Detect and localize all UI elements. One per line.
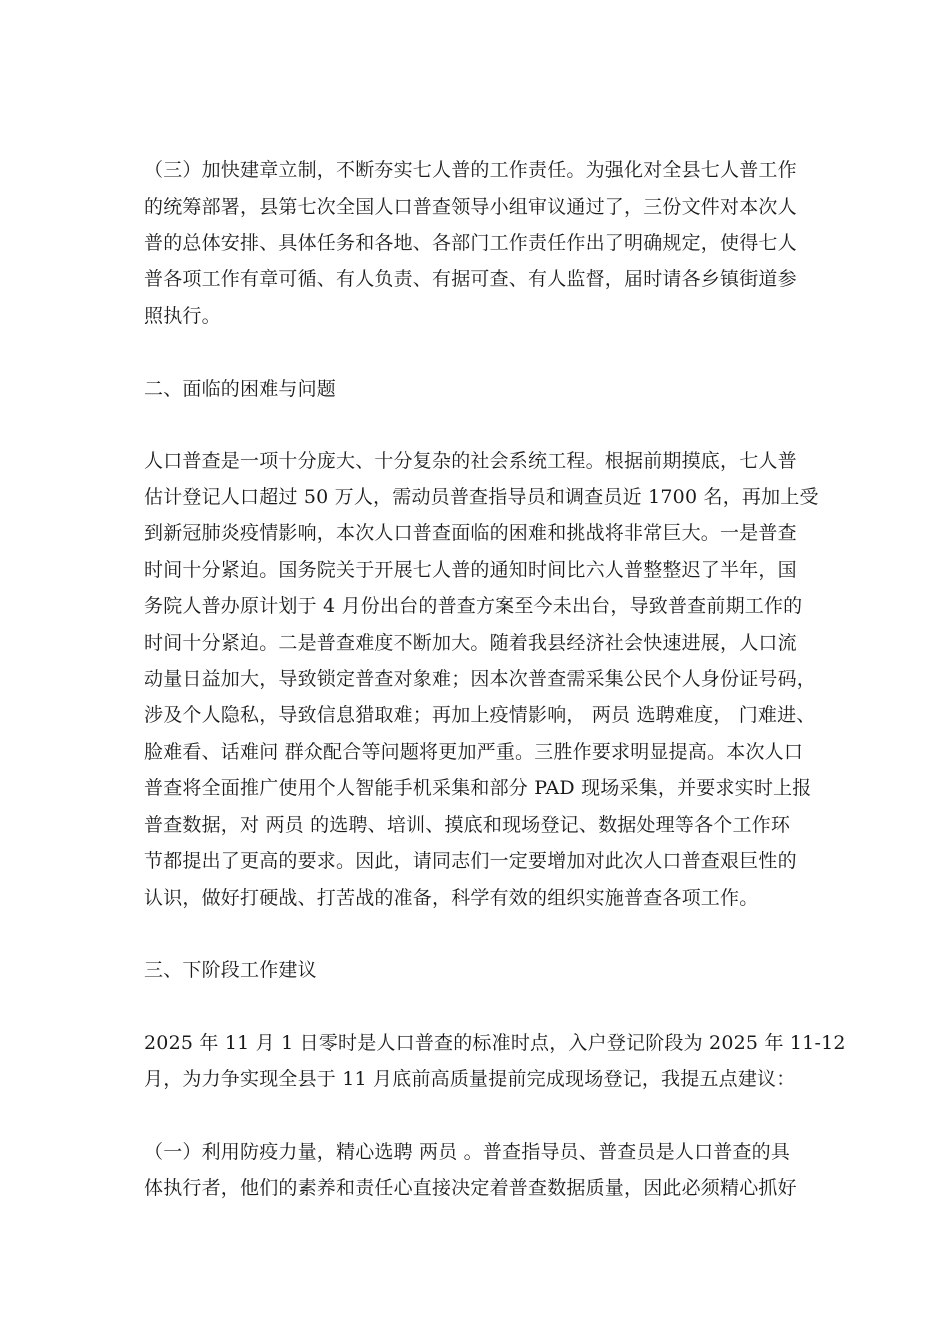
text-line: 2025 年 11 月 1 日零时是人口普查的标准时点，入户登记阶段为 2025 年 11-12: [144, 1032, 846, 1054]
text-line: 认识，做好打硬战、打苦战的准备，科学有效的组织实施普查各项工作。: [144, 887, 759, 909]
text-line: 普各项工作有章可循、有人负责、有据可查、有人监督，届时请各乡镇街道参: [144, 268, 797, 290]
section-heading-difficulties: 二、面临的困难与问题: [144, 378, 337, 400]
text-line: 月，为力争实现全县于 11 月底前高质量提前完成现场登记，我提五点建议：: [144, 1068, 796, 1090]
text-line: 涉及个人隐私，导致信息猎取难；再加上疫情影响， 两员 选聘难度， 门难进、: [144, 704, 816, 726]
text-line: （三）加快建章立制，不断夯实七人普的工作责任。为强化对全县七人普工作: [144, 159, 797, 181]
text-line: 普的总体安排、具体任务和各地、各部门工作责任作出了明确规定，使得七人: [144, 232, 797, 254]
text-line: 时间十分紧迫。国务院关于开展七人普的通知时间比六人普整整迟了半年，国: [144, 559, 797, 581]
text-line: 时间十分紧迫。二是普查难度不断加大。随着我县经济社会快速进展，人口流: [144, 632, 797, 654]
text-line: 普查数据，对 两员 的选聘、培训、摸底和现场登记、数据处理等各个工作环: [144, 814, 791, 836]
text-line: 节都提出了更高的要求。因此，请同志们一定要增加对此次人口普查艰巨性的: [144, 850, 797, 872]
text-line: （一）利用防疫力量，精心选聘 两员 。普查指导员、普查员是人口普查的具: [144, 1141, 791, 1163]
text-line: 人口普查是一项十分庞大、十分复杂的社会系统工程。根据前期摸底，七人普: [144, 450, 797, 472]
text-line: 体执行者，他们的素养和责任心直接决定着普查数据质量，因此必须精心抓好: [144, 1177, 797, 1199]
text-line: 普查将全面推广使用个人智能手机采集和部分 PAD 现场采集，并要求实时上报: [144, 777, 812, 799]
text-line: 照执行。: [144, 305, 221, 327]
text-line: 到新冠肺炎疫情影响，本次人口普查面临的困难和挑战将非常巨大。一是普查: [144, 522, 797, 544]
text-line: 动量日益加大，导致锁定普查对象难；因本次普查需采集公民个人身份证号码，: [144, 668, 817, 690]
text-line: 务院人普办原计划于 4 月份出台的普查方案至今未出台，导致普查前期工作的: [144, 595, 803, 617]
text-line: 估计登记人口超过 50 万人，需动员普查指导员和调查员近 1700 名，再加上受: [144, 486, 819, 508]
text-line: 脸难看、话难问 群众配合等问题将更加严重。三胜作要求明显提高。本次人口: [144, 741, 804, 763]
text-line: 的统筹部署，县第七次全国人口普查领导小组审议通过了，三份文件对本次人: [144, 196, 797, 218]
section-heading-suggestions: 三、下阶段工作建议: [144, 959, 317, 981]
